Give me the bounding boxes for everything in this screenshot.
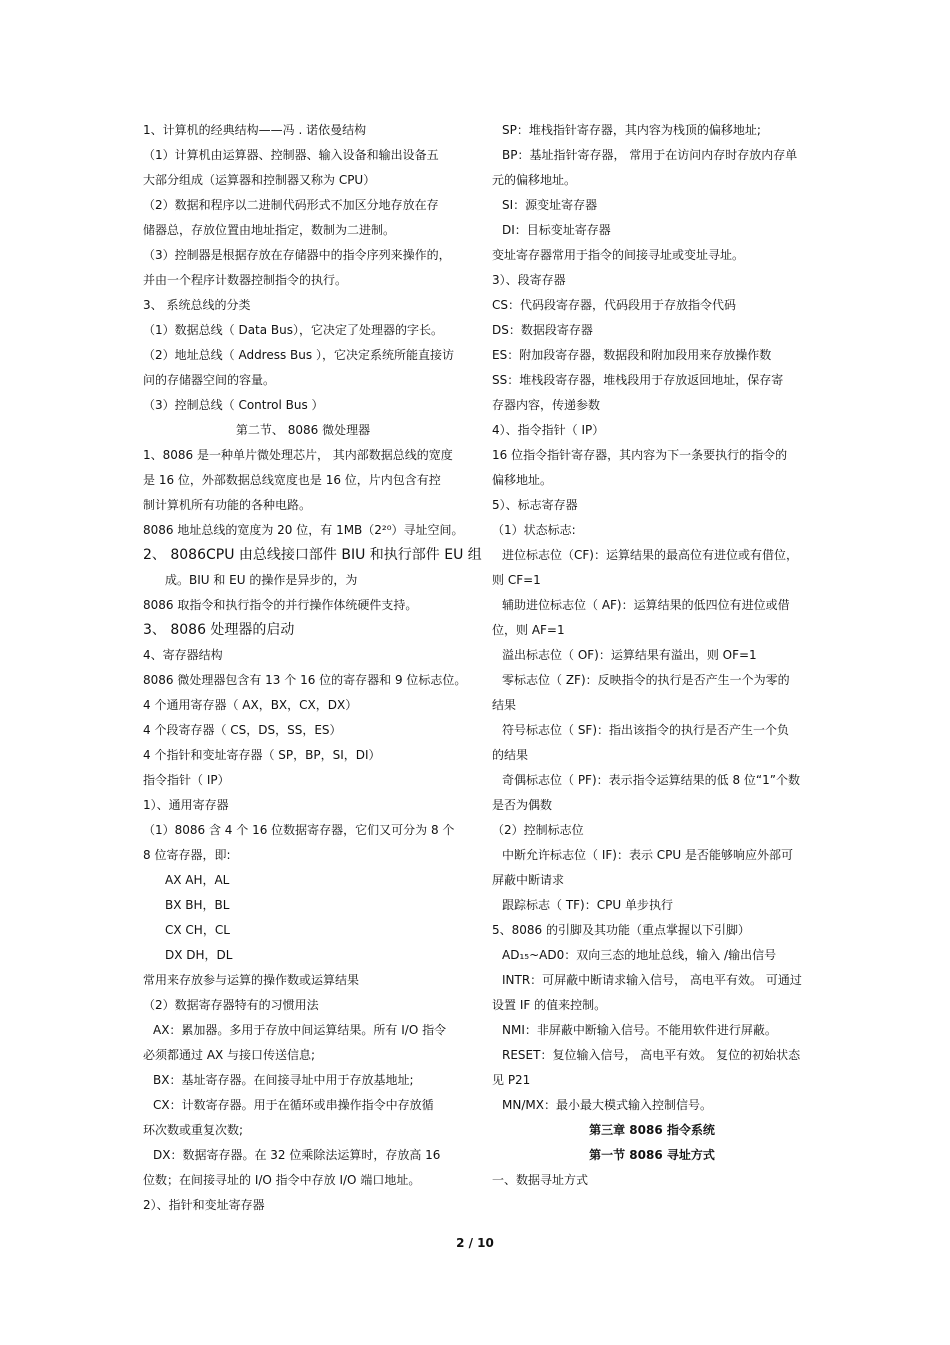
text-line: （2）数据和程序以二进制代码形式不加区分地存放在存 bbox=[143, 198, 439, 212]
text-line: 必须都通过 AX 与接口传送信息; bbox=[143, 1048, 316, 1062]
text-line: 元的偏移地址。 bbox=[492, 173, 577, 187]
text-line: 3、 8086 处理器的启动 bbox=[143, 622, 295, 638]
text-line: 3）、段寄存器 bbox=[492, 273, 566, 287]
subsection-heading: 一、数据寻址方式 bbox=[492, 1173, 589, 1187]
text-line: 的结果 bbox=[492, 748, 529, 762]
text-line: ES：附加段寄存器，数据段和附加段用来存放操作数 bbox=[492, 348, 772, 362]
text-line: 5、8086 的引脚及其功能（重点掌握以下引脚） bbox=[492, 923, 750, 937]
text-line: （3）控制器是根据存放在存储器中的指令序列来操作的， bbox=[143, 248, 451, 262]
text-line: 4）、指令指针（ IP） bbox=[492, 423, 605, 437]
text-line: 存器内容，传递参数 bbox=[492, 398, 601, 412]
text-line: 溢出标志位（ OF)：运算结果有溢出，则 OF=1 bbox=[502, 648, 757, 662]
text-line: 则 CF=1 bbox=[492, 573, 541, 587]
text-line: RESET：复位输入信号， 高电平有效。 复位的初始状态 bbox=[502, 1048, 801, 1062]
text-line: 并由一个程序计数器控制指令的执行。 bbox=[143, 273, 348, 287]
section-heading: 第一节 8086 寻址方式 bbox=[589, 1148, 715, 1162]
text-line: 1、计算机的经典结构——冯 . 诺依曼结构 bbox=[143, 123, 367, 137]
text-line: 位数；在间接寻址的 I/O 指令中存放 I/O 端口地址。 bbox=[143, 1173, 421, 1187]
right-column bbox=[492, 118, 812, 1193]
text-line: （1）8086 含 4 个 16 位数据寄存器，它们又可分为 8 个 bbox=[143, 823, 455, 837]
text-line: SI：源变址寄存器 bbox=[502, 198, 598, 212]
text-line: BX：基址寄存器。在间接寻址中用于存放基地址; bbox=[153, 1073, 414, 1087]
register-pair-line: DX DH，DL bbox=[165, 948, 233, 962]
text-line: 2）、指针和变址寄存器 bbox=[143, 1198, 265, 1212]
text-line: 大部分组成（运算器和控制器又称为 CPU） bbox=[143, 173, 376, 187]
text-line: DX：数据寄存器。在 32 位乘除法运算时，存放高 16 bbox=[153, 1148, 441, 1162]
text-line: （1）计算机由运算器、控制器、输入设备和输出设备五 bbox=[143, 148, 439, 162]
chapter-heading: 第三章 8086 指令系统 bbox=[589, 1123, 715, 1137]
text-line: 零标志位（ ZF)：反映指令的执行是否产生一个为零的 bbox=[502, 673, 790, 687]
text-line: NMI：非屏蔽中断输入信号。不能用软件进行屏蔽。 bbox=[502, 1023, 777, 1037]
text-line: 位，则 AF=1 bbox=[492, 623, 565, 637]
text-line: 2、 8086CPU 由总线接口部件 BIU 和执行部件 EU 组 bbox=[143, 547, 482, 563]
text-line: 是 16 位，外部数据总线宽度也是 16 位，片内包含有控 bbox=[143, 473, 441, 487]
register-pair-line: BX BH，BL bbox=[165, 898, 230, 912]
text-line: 结果 bbox=[492, 698, 517, 712]
text-line: 进位标志位（CF)：运算结果的最高位有进位或有借位， bbox=[502, 548, 798, 562]
text-line: 环次数或重复次数; bbox=[143, 1123, 244, 1137]
section-heading: 第二节、 8086 微处理器 bbox=[235, 423, 371, 437]
text-line: INTR：可屏蔽中断请求输入信号， 高电平有效。 可通过 bbox=[502, 973, 802, 987]
text-line: 设置 IF 的值来控制。 bbox=[492, 998, 607, 1012]
text-line: 屏蔽中断请求 bbox=[492, 873, 565, 887]
text-line: 问的存储器空间的容量。 bbox=[143, 373, 276, 387]
text-line: （2）地址总线（ Address Bus ），它决定系统所能直接访 bbox=[143, 348, 454, 362]
text-line: AX：累加器。多用于存放中间运算结果。所有 I/O 指令 bbox=[153, 1023, 447, 1037]
text-line: 8086 取指令和执行指令的并行操作体统硬件支持。 bbox=[143, 598, 418, 612]
text-line: DS：数据段寄存器 bbox=[492, 323, 593, 337]
text-line: 1）、通用寄存器 bbox=[143, 798, 229, 812]
text-line: 制计算机所有功能的各种电路。 bbox=[143, 498, 312, 512]
text-line: 4、寄存器结构 bbox=[143, 648, 223, 662]
text-line: 储器总，存放位置由地址指定，数制为二进制。 bbox=[143, 223, 396, 237]
text-line: CS：代码段寄存器，代码段用于存放指令代码 bbox=[492, 298, 736, 312]
text-line: MN/MX：最小最大模式输入控制信号。 bbox=[502, 1098, 712, 1112]
text-line: 8086 地址总线的宽度为 20 位，有 1MB（2²⁰）寻址空间。 bbox=[143, 523, 464, 537]
page-number: 2 / 10 bbox=[456, 1236, 494, 1250]
text-line: （3）控制总线（ Control Bus ） bbox=[143, 398, 324, 412]
text-line: 指令指针（ IP） bbox=[143, 773, 230, 787]
text-line: CX：计数寄存器。用于在循环或串操作指令中存放循 bbox=[153, 1098, 434, 1112]
text-line: （1）状态标志: bbox=[492, 523, 576, 537]
text-line: 16 位指令指针寄存器，其内容为下一条要执行的指令的 bbox=[492, 448, 788, 462]
text-line: 是否为偶数 bbox=[492, 798, 553, 812]
text-line: 中断允许标志位（ IF)：表示 CPU 是否能够响应外部可 bbox=[502, 848, 793, 862]
left-column bbox=[143, 118, 482, 1218]
text-line: 变址寄存器常用于指令的间接寻址或变址寻址。 bbox=[492, 248, 745, 262]
text-line: 符号标志位（ SF)：指出该指令的执行是否产生一个负 bbox=[502, 723, 790, 737]
text-line: （1）数据总线（ Data Bus），它决定了处理器的字长。 bbox=[143, 323, 444, 337]
text-line: 4 个指针和变址寄存器（ SP，BP，SI，DI） bbox=[143, 748, 381, 762]
text-line: 5）、标志寄存器 bbox=[492, 498, 578, 512]
text-line: 常用来存放参与运算的操作数或运算结果 bbox=[143, 973, 360, 987]
text-line: BP：基址指针寄存器， 常用于在访问内存时存放内存单 bbox=[502, 148, 798, 162]
text-line: 成。BIU 和 EU 的操作是异步的，为 bbox=[165, 573, 358, 587]
text-line: （2）数据寄存器特有的习惯用法 bbox=[143, 998, 319, 1012]
text-line: SS：堆栈段寄存器，堆栈段用于存放返回地址，保存寄 bbox=[492, 373, 784, 387]
text-line: 8 位寄存器，即: bbox=[143, 848, 231, 862]
text-line: 4 个段寄存器（ CS，DS，SS，ES） bbox=[143, 723, 342, 737]
text-line: 3、 系统总线的分类 bbox=[143, 298, 251, 312]
text-line: SP：堆栈指针寄存器，其内容为栈顶的偏移地址; bbox=[502, 123, 761, 137]
register-pair-line: AX AH，AL bbox=[165, 873, 230, 887]
text-line: 见 P21 bbox=[492, 1073, 531, 1087]
text-line: （2）控制标志位 bbox=[492, 823, 584, 837]
text-line: 偏移地址。 bbox=[492, 473, 553, 487]
text-line: 跟踪标志（ TF)：CPU 单步执行 bbox=[502, 898, 673, 912]
text-line: 奇偶标志位（ PF)：表示指令运算结果的低 8 位“1”个数 bbox=[502, 773, 800, 787]
text-line: 4 个通用寄存器（ AX，BX，CX，DX） bbox=[143, 698, 358, 712]
text-line: AD₁₅~AD0：双向三态的地址总线，输入 /输出信号 bbox=[502, 948, 777, 962]
text-line: 1、8086 是一种单片微处理芯片， 其内部数据总线的宽度 bbox=[143, 448, 453, 462]
text-line: DI：目标变址寄存器 bbox=[502, 223, 611, 237]
text-line: 8086 微处理器包含有 13 个 16 位的寄存器和 9 位标志位。 bbox=[143, 673, 467, 687]
text-line: 辅助进位标志位（ AF)：运算结果的低四位有进位或借 bbox=[502, 598, 790, 612]
register-pair-line: CX CH，CL bbox=[165, 923, 230, 937]
